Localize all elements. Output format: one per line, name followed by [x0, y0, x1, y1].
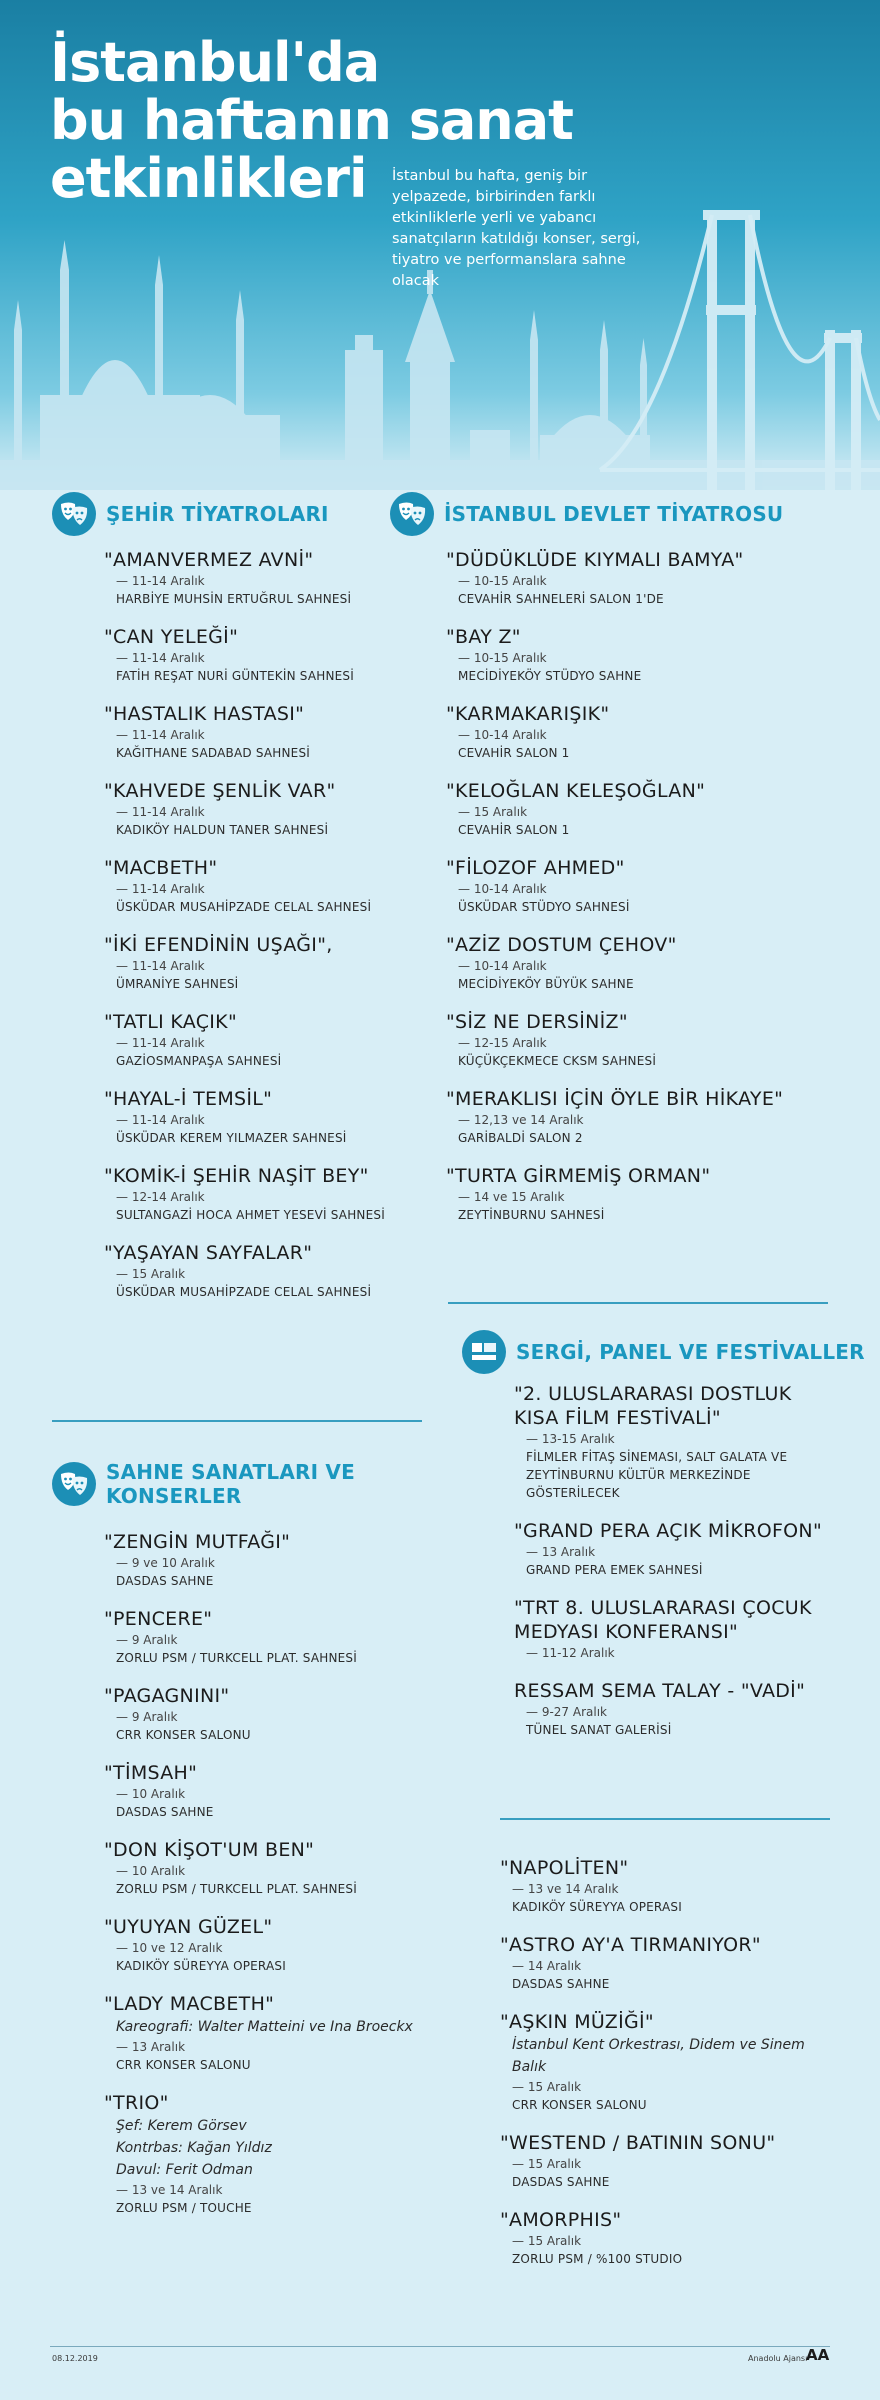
event-date: — 15 Aralık	[500, 2232, 820, 2250]
event-date: — 13 Aralık	[514, 1543, 834, 1561]
event-date: — 11-14 Aralık	[104, 572, 424, 590]
event-title: "TRIO"	[104, 2092, 169, 2114]
event-title: "LADY MACBETH"	[104, 1993, 275, 2015]
event-title: "MERAKLISI İÇİN ÖYLE BİR HİKAYE"	[446, 1088, 784, 1110]
event-title: "KARMAKARIŞIK"	[446, 703, 610, 725]
sahne-right-event-list	[500, 1856, 820, 2285]
event-date: — 10-14 Aralık	[446, 957, 836, 975]
section-header-sergi	[462, 1330, 865, 1374]
event-title: "NAPOLİTEN"	[500, 1857, 629, 1879]
event-title: "YAŞAYAN SAYFALAR"	[104, 1242, 313, 1264]
event-venue: DASDAS SAHNE	[116, 1574, 214, 1588]
event-date: — 10-14 Aralık	[446, 726, 836, 744]
divider-left	[52, 1420, 422, 1422]
event-title: "HAYAL-İ TEMSİL"	[104, 1088, 273, 1110]
sahne-event-list	[104, 1530, 424, 2234]
event-credit: Davul: Ferit Odman	[116, 2162, 253, 2178]
hero-banner	[0, 0, 880, 490]
event-venue: KAĞITHANE SADABAD SAHNESİ	[116, 746, 310, 760]
event-title: "ASTRO AY'A TIRMANIYOR"	[500, 1934, 761, 1956]
event-item	[104, 1010, 424, 1070]
title-line-1: İstanbul'da	[50, 31, 380, 94]
event-date: — 11-14 Aralık	[104, 1111, 424, 1129]
event-item	[104, 856, 424, 916]
event-venue: ZORLU PSM / %100 STUDIO	[512, 2252, 683, 2266]
event-venue: MECİDİYEKÖY STÜDYO SAHNE	[458, 669, 642, 683]
event-title: "TATLI KAÇIK"	[104, 1011, 237, 1033]
section-title-sergi: SERGİ, PANEL VE FESTİVALLER	[516, 1340, 865, 1364]
event-item	[104, 1992, 424, 2074]
sehir-event-list	[104, 548, 424, 1318]
event-date: — 11-14 Aralık	[104, 803, 424, 821]
event-title: "AŞKIN MÜZİĞİ"	[500, 2011, 654, 2033]
theatre-masks-icon	[52, 1462, 96, 1506]
event-item	[104, 1915, 424, 1975]
devlet-event-list	[446, 548, 836, 1241]
event-item	[500, 2131, 820, 2191]
event-date: — 11-14 Aralık	[104, 649, 424, 667]
event-item	[500, 2208, 820, 2268]
event-date: — 10 ve 12 Aralık	[104, 1939, 424, 1957]
event-item	[500, 1933, 820, 1993]
event-title: "AMORPHIS"	[500, 2209, 622, 2231]
divider-right-2	[500, 1818, 830, 1820]
event-item	[104, 1164, 424, 1224]
event-venue: MECİDİYEKÖY BÜYÜK SAHNE	[458, 977, 634, 991]
event-venue: ZORLU PSM / TOUCHE	[116, 2201, 252, 2215]
event-item	[446, 779, 836, 839]
event-title: RESSAM SEMA TALAY - "VADİ"	[514, 1680, 806, 1702]
event-title: "PENCERE"	[104, 1608, 213, 1630]
event-date: — 13 Aralık	[104, 2038, 424, 2056]
aa-logo-icon	[806, 2344, 830, 2364]
aa-logo-text: AA	[806, 2346, 830, 2364]
event-venue: CRR KONSER SALONU	[512, 2098, 647, 2112]
event-item	[104, 933, 424, 993]
event-venue: ÜSKÜDAR MUSAHİPZADE CELAL SAHNESİ	[116, 900, 372, 914]
event-item	[104, 1607, 424, 1667]
event-venue: GRAND PERA EMEK SAHNESİ	[526, 1563, 703, 1577]
event-date: — 14 ve 15 Aralık	[446, 1188, 836, 1206]
event-item	[446, 933, 836, 993]
event-item	[104, 1761, 424, 1821]
event-date: — 9 Aralık	[104, 1631, 424, 1649]
event-item	[514, 1596, 834, 1662]
event-venue: FİLMLER FİTAŞ SİNEMASI, SALT GALATA VE ZEYTİNBURNU KÜLTÜR MERKEZİNDE GÖSTERİLECEK	[526, 1450, 788, 1500]
footer-divider	[50, 2346, 830, 2347]
event-venue: ÜSKÜDAR MUSAHİPZADE CELAL SAHNESİ	[116, 1285, 372, 1299]
event-item	[446, 1087, 836, 1147]
event-credit: Kareografi: Walter Matteini ve Ina Broeckx	[116, 2019, 413, 2035]
event-title: "KOMİK-İ ŞEHİR NAŞİT BEY"	[104, 1165, 369, 1187]
event-venue: TÜNEL SANAT GALERİSİ	[526, 1723, 672, 1737]
event-credit: İstanbul Kent Orkestrası, Didem ve Sinem Balık	[512, 2037, 805, 2075]
event-item	[446, 1164, 836, 1224]
event-credit: Şef: Kerem Görsev	[116, 2118, 247, 2134]
event-date: — 12-15 Aralık	[446, 1034, 836, 1052]
event-title: "AZİZ DOSTUM ÇEHOV"	[446, 934, 677, 956]
event-title: "BAY Z"	[446, 626, 521, 648]
event-date: — 11-14 Aralık	[104, 880, 424, 898]
footer-credit: Anadolu Ajansı	[748, 2354, 808, 2363]
event-item	[500, 2010, 820, 2114]
event-venue: DASDAS SAHNE	[116, 1805, 214, 1819]
event-date: — 13 ve 14 Aralık	[500, 1880, 820, 1898]
event-venue: KÜÇÜKÇEKMECE CKSM SAHNESİ	[458, 1054, 657, 1068]
event-title: "CAN YELEĞİ"	[104, 626, 239, 648]
event-venue: KADIKÖY SÜREYYA OPERASI	[512, 1900, 682, 1914]
event-item	[104, 548, 424, 608]
section-title-sehir: ŞEHİR TİYATROLARI	[106, 502, 329, 526]
event-date: — 11-14 Aralık	[104, 1034, 424, 1052]
event-item	[104, 1530, 424, 1590]
event-title: "TİMSAH"	[104, 1762, 198, 1784]
event-date: — 12,13 ve 14 Aralık	[446, 1111, 836, 1129]
event-item	[104, 702, 424, 762]
event-venue: ZEYTİNBURNU SAHNESİ	[458, 1208, 605, 1222]
event-date: — 10-15 Aralık	[446, 649, 836, 667]
section-header-sehir	[52, 492, 329, 536]
event-date: — 9 Aralık	[104, 1708, 424, 1726]
event-item	[104, 625, 424, 685]
event-item	[446, 856, 836, 916]
event-venue: KADIKÖY SÜREYYA OPERASI	[116, 1959, 286, 1973]
event-date: — 9 ve 10 Aralık	[104, 1554, 424, 1572]
event-title: "2. ULUSLARARASI DOSTLUK KISA FİLM FESTİVALİ"	[514, 1383, 792, 1429]
event-item	[446, 625, 836, 685]
event-date: — 10 Aralık	[104, 1862, 424, 1880]
title-line-3: etkinlikleri	[50, 147, 367, 210]
event-item	[500, 1856, 820, 1916]
event-venue: DASDAS SAHNE	[512, 2175, 610, 2189]
event-title: "HASTALIK HASTASI"	[104, 703, 305, 725]
event-title: "KAHVEDE ŞENLİK VAR"	[104, 780, 336, 802]
event-date: — 13-15 Aralık	[514, 1430, 834, 1448]
event-item	[514, 1679, 834, 1739]
event-venue: CRR KONSER SALONU	[116, 2058, 251, 2072]
event-venue: ÜSKÜDAR KEREM YILMAZER SAHNESİ	[116, 1131, 347, 1145]
event-venue: GAZİOSMANPAŞA SAHNESİ	[116, 1054, 282, 1068]
event-date: — 15 Aralık	[446, 803, 836, 821]
event-date: — 12-14 Aralık	[104, 1188, 424, 1206]
event-title: "UYUYAN GÜZEL"	[104, 1916, 273, 1938]
section-header-sahne	[52, 1460, 382, 1508]
event-title: "TRT 8. ULUSLARARASI ÇOCUK MEDYASI KONFERANSI"	[514, 1597, 812, 1643]
event-date: — 9-27 Aralık	[514, 1703, 834, 1721]
event-title: "TURTA GİRMEMİŞ ORMAN"	[446, 1165, 711, 1187]
event-date: — 10-15 Aralık	[446, 572, 836, 590]
event-title: "AMANVERMEZ AVNİ"	[104, 549, 314, 571]
event-item	[446, 702, 836, 762]
section-header-devlet	[390, 492, 783, 536]
event-date: — 11-14 Aralık	[104, 726, 424, 744]
event-date: — 15 Aralık	[500, 2078, 820, 2096]
event-date: — 14 Aralık	[500, 1957, 820, 1975]
gallery-icon	[462, 1330, 506, 1374]
event-date: — 10-14 Aralık	[446, 880, 836, 898]
event-title: "FİLOZOF AHMED"	[446, 857, 625, 879]
divider-right-1	[448, 1302, 828, 1304]
event-venue: KADIKÖY HALDUN TANER SAHNESİ	[116, 823, 329, 837]
event-item	[514, 1382, 834, 1502]
footer-date: 08.12.2019	[52, 2354, 98, 2363]
event-title: "PAGAGNINI"	[104, 1685, 230, 1707]
event-title: "DON KİŞOT'UM BEN"	[104, 1839, 315, 1861]
title-line-2: bu haftanın sanat	[50, 89, 573, 152]
event-item	[104, 1838, 424, 1898]
event-date: — 11-12 Aralık	[514, 1644, 834, 1662]
section-title-devlet: İSTANBUL DEVLET TİYATROSU	[444, 502, 784, 526]
event-venue: ÜMRANİYE SAHNESİ	[116, 977, 239, 991]
event-item	[104, 1087, 424, 1147]
event-title: "SİZ NE DERSİNİZ"	[446, 1011, 628, 1033]
event-title: "WESTEND / BATININ SONU"	[500, 2132, 776, 2154]
section-title-sahne: SAHNE SANATLARI VE KONSERLER	[106, 1460, 355, 1508]
event-title: "MACBETH"	[104, 857, 218, 879]
event-venue: ZORLU PSM / TURKCELL PLAT. SAHNESİ	[116, 1651, 357, 1665]
event-venue: SULTANGAZİ HOCA AHMET YESEVİ SAHNESİ	[116, 1208, 385, 1222]
event-venue: CEVAHİR SALON 1	[458, 823, 570, 837]
event-item	[104, 1241, 424, 1301]
event-date: — 15 Aralık	[500, 2155, 820, 2173]
event-item	[104, 779, 424, 839]
event-venue: DASDAS SAHNE	[512, 1977, 610, 1991]
event-venue: GARİBALDİ SALON 2	[458, 1131, 583, 1145]
theatre-masks-icon	[390, 492, 434, 536]
event-venue: CRR KONSER SALONU	[116, 1728, 251, 1742]
event-item	[446, 548, 836, 608]
event-title: "KELOĞLAN KELEŞOĞLAN"	[446, 780, 706, 802]
event-venue: CEVAHİR SAHNELERİ SALON 1'DE	[458, 592, 664, 606]
event-title: "GRAND PERA AÇIK MİKROFON"	[514, 1520, 822, 1542]
event-date: — 15 Aralık	[104, 1265, 424, 1283]
event-title: "ZENGİN MUTFAĞI"	[104, 1531, 291, 1553]
event-date: — 13 ve 14 Aralık	[104, 2181, 424, 2199]
intro-text: İstanbul bu hafta, geniş bir yelpazede, birbirinden farklı etkinliklerle yerli ve yabancı sanatçıların katıldığı konser, sergi, tiyatro ve performanslara sahne olacak	[392, 168, 641, 289]
event-item	[104, 2091, 424, 2217]
event-date: — 10 Aralık	[104, 1785, 424, 1803]
event-venue: ZORLU PSM / TURKCELL PLAT. SAHNESİ	[116, 1882, 357, 1896]
event-venue: ÜSKÜDAR STÜDYO SAHNESİ	[458, 900, 630, 914]
event-venue: FATİH REŞAT NURİ GÜNTEKİN SAHNESİ	[116, 669, 354, 683]
theatre-masks-icon	[52, 492, 96, 536]
event-item	[446, 1010, 836, 1070]
sergi-event-list	[514, 1382, 834, 1756]
event-date: — 11-14 Aralık	[104, 957, 424, 975]
event-venue: HARBİYE MUHSİN ERTUĞRUL SAHNESİ	[116, 592, 352, 606]
event-item	[514, 1519, 834, 1579]
event-venue: CEVAHİR SALON 1	[458, 746, 570, 760]
event-credit: Kontrbas: Kağan Yıldız	[116, 2140, 272, 2156]
event-item	[104, 1684, 424, 1744]
event-title: "DÜDÜKLÜDE KIYMALI BAMYA"	[446, 549, 744, 571]
event-title: "İKİ EFENDİNİN UŞAĞI",	[104, 934, 333, 956]
